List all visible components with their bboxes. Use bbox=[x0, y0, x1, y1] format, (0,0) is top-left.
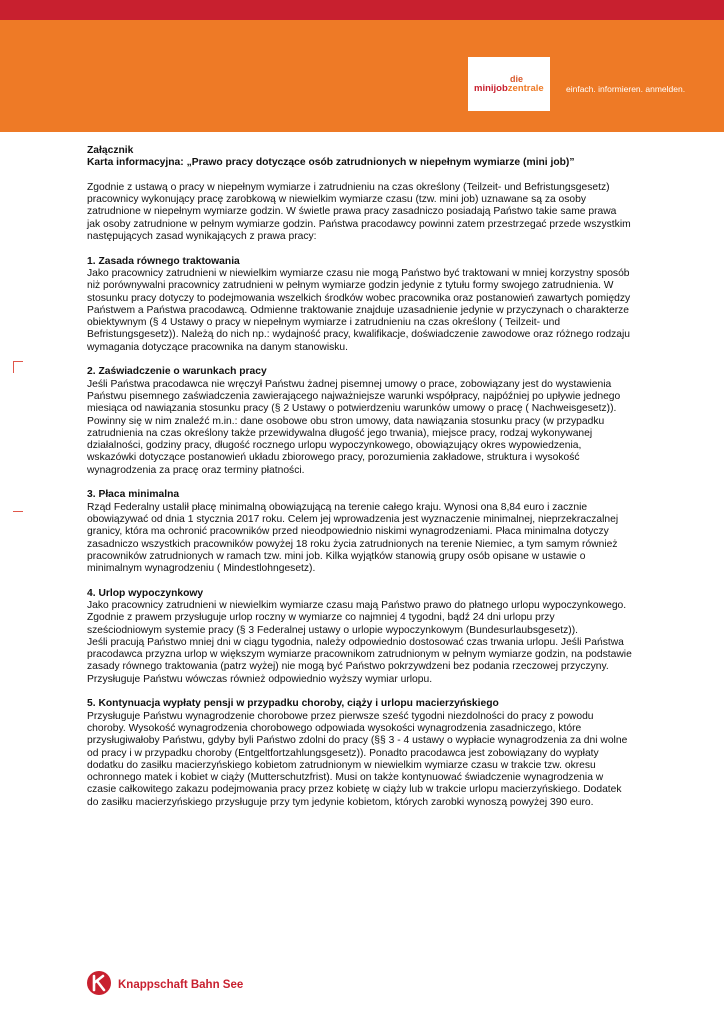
logo-name-part1: minijob bbox=[474, 83, 508, 94]
doc-intro: Zgodnie z ustawą o pracy w niepełnym wymiarze i zatrudnieniu na czas określony (Teilzeit- und Befristungsgesetz) pracownicy wykonujący pracę zarobkową w niewielkim wymiarze czasu (tzw. mini job) uznawane są za osoby zatrudnione w niepełnym wymiarze godzin. W świetle prawa pracy zasadniczo posiadają Państwo takie same prawa jak osoby zatrudnione w pełnym wymiarze godzin. Państwa pracodawcy powinni zatem przestrzegać przede wszystkim następujących zasad wynikających z prawa pracy: bbox=[87, 181, 631, 243]
header-orange-band bbox=[0, 20, 724, 132]
footer-brand: Knappschaft Bahn See bbox=[118, 979, 244, 991]
fold-mark-horizontal bbox=[13, 361, 23, 362]
fold-mark-vertical bbox=[13, 361, 14, 373]
section-paragraph: Rząd Federalny ustalił płacę minimalną obowiązującą na terenie całego kraju. Wynosi ona 8,84 euro i zacznie obowiązywać od dnia 1 stycznia 2017 roku. Celem jej wprowadzenia jest wyznaczenie minimalnej, nieprzekraczalnej granicy, która ma ochronić pracowników przed nieodpowiednio niskimi wynagrodzeniami. Płaca minimalna dotyczy zasadniczo wszystkich pracowników powyżej 18 roku życia zatrudnionych na terenie Niemiec, a tym samym również pracowników zatrudnionych w ramach tzw. mini job. Kilka wyjątków stanowią grupy osób opisane w ustawie o minimalnym wynagrodzeniu ( Mindestlohngesetz). bbox=[87, 501, 619, 575]
document-body bbox=[87, 145, 632, 809]
section-heading: 5. Kontynuacja wypłaty pensji w przypadku choroby, ciąży i urlopu macierzyńskiego bbox=[87, 698, 499, 710]
logo-die-text: die bbox=[510, 74, 524, 84]
section-paragraph: Jeśli pracują Państwo mniej dni w ciągu tygodnia, należy odpowiednio dostosować czas trwania urlopu. Jeśli Państwa pracodawca przyzna urlop w większym wymiarze pracownikom zatrudnionym w pełnym wymiarze godzin, na podstawie zasady równego traktowania (patrz wyżej) nie mogą być Państwo pokrzywdzeni bez podania rzeczowej przyczyny. Przysługuje Państwu wówczas również odpowiednio wyższy wymiar urlopu. bbox=[87, 636, 632, 685]
section-paragraph: Jeśli Państwa pracodawca nie wręczył Państwu żadnej pisemnej umowy o prace, zobowiązany jest do wystawienia Państwu pisemnego zaświadczenia zawierającego najważniejsze warunki współpracy, najpóźniej po upływie jednego miesiąca od nawiązania stosunku pracy (§ 2 Ustawy o potwierdzeniu warunków umowy o pracę ( Nachweisgesetz)). Powinny się w nim znaleźć m.in.: dane osobowe obu stron umowy, data nawiązania stosunku pracy (w przypadku zatrudnienia na czas określony także przewidywalna długość jego trwania), miejsce pracy, rodzaj wykonywanej działalności, godziny pracy, długość rocznego urlopu wypoczynkowego, obowiązujący okres wypowiedzenia, wskazówki dotyczące postanowień układu zbiorowego pracy, porozumienia zakładowe, struktura i wysokość wynagrodzenia za pracę oraz terminy płatności. bbox=[87, 378, 621, 476]
section-paragraph: Jako pracownicy zatrudnieni w niewielkim wymiarze czasu mają Państwo prawo do płatnego urlopu wypoczynkowego. Zgodnie z prawem przysługuje urlop roczny w wymiarze co najmniej 4 tygodni, bądź 24 dni urlopu przy sześciodniowym systemie pracy (§ 3 Federalnej ustawy o urlopie wypoczynkowym (Bundesurlaubsgesetz)). bbox=[87, 599, 627, 636]
knappschaft-logo-icon bbox=[86, 970, 112, 1001]
section-heading: 2. Zaświadczenie o warunkach pracy bbox=[87, 366, 267, 378]
punch-mark bbox=[13, 511, 23, 512]
logo-name-part2: zentrale bbox=[507, 83, 544, 94]
section-paragraph: Jako pracownicy zatrudnieni w niewielkim wymiarze czasu nie mogą Państwo być traktowani w mniej korzystny sposób niż porównywalni pracownicy zatrudnieni w pełnym wymiarze godzin jedynie z tytułu formy swojego zatrudnienia. W stosunku pracy dotyczy to podejmowania wszelkich środków wobec pracownika oraz postanowień zawartych pomiędzy Państwem a Państwa pracodawcą. Odmienne traktowanie znajduje uzasadnienie jedynie w przyczynach o charakterze obiektywnym (§ 4 Ustawy o pracy w niepełnym wymiarze i zatrudnieniu na czas określony ( Teilzeit- und Befristungsgesetz)). Należą do nich np.: wydajność pracy, kwalifikacje, doświadczenie zawodowe oraz różnego rodzaju wymagania dotyczące pracownika na danym stanowisku. bbox=[87, 267, 631, 353]
doc-label: Załącznik bbox=[87, 145, 134, 156]
header-tagline: einfach. informieren. anmelden. bbox=[566, 84, 686, 94]
header-red-band bbox=[0, 0, 724, 20]
section-heading: 3. Płaca minimalna bbox=[87, 489, 180, 501]
section-heading: 4. Urlop wypoczynkowy bbox=[87, 587, 204, 599]
section-heading: 1. Zasada równego traktowania bbox=[87, 255, 240, 267]
doc-title: Karta informacyjna: „Prawo pracy dotyczące osób zatrudnionych w niepełnym wymiarze (mini job)” bbox=[87, 157, 575, 169]
section-paragraph: Przysługuje Państwu wynagrodzenie chorobowe przez pierwsze sześć tygodni niezdolności do pracy z powodu choroby. Wysokość wynagrodzenia chorobowego odpowiada wysokości wynagrodzenia zasadniczego, które przysługiwałoby Państwu, gdyby byli Państwo zdolni do pracy (§§ 3 - 4 ustawy o wypłacie wynagrodzenia za dni wolne od pracy i w przypadku choroby (Entgeltfortzahlungsgesetz)). Ponadto pracodawca jest zobowiązany do wypłaty dodatku do zasiłku macierzyńskiego kobietom zatrudnionym w niewielkim wymiarze czasu w trakcie tzw. okresu ochronnego matek i kobiet w ciąży (Mutterschutzfrist). Musi on także kontynuować świadczenie wynagrodzenia w czasie całkowitego zakazu podejmowania pracy przez kobietę w ciąży lub w trakcie urlopu macierzyńskiego. Dodatek do zasiłku macierzyńskiego przysługuje przy tym jedynie kobietom, których zarobki wynoszą powyżej 390 euro. bbox=[87, 710, 628, 808]
logo-name bbox=[474, 84, 544, 94]
